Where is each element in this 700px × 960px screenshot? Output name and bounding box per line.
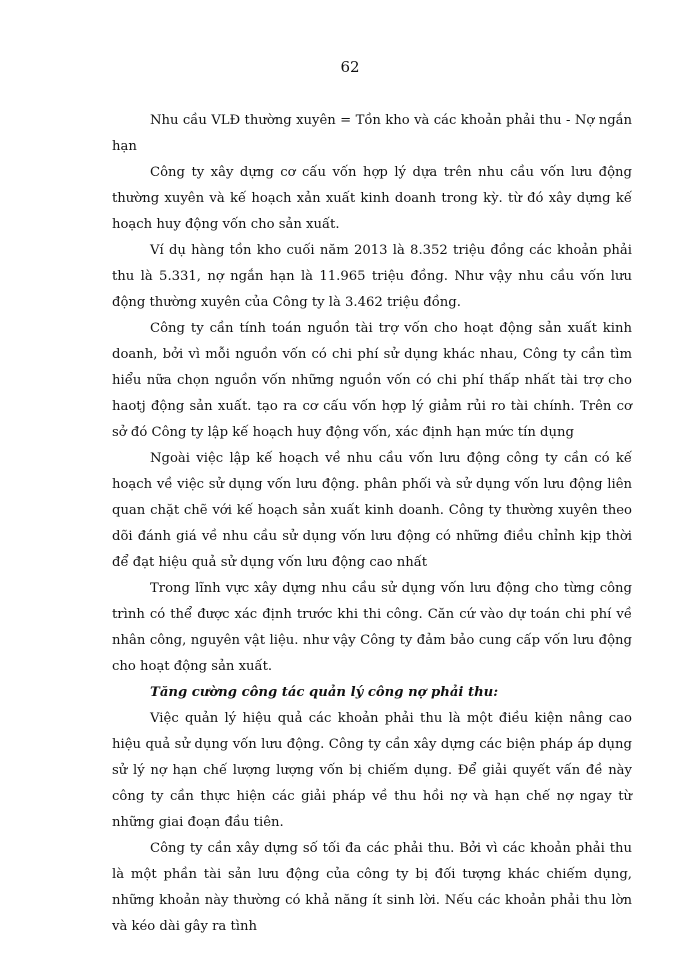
paragraph: Ngoài việc lập kế hoạch về nhu cầu vốn lưu động công ty cần có kế hoạch về việc sử dụng vốn lưu động. phân phối và sử dụng vốn lưu động liên quan chặt chẽ với kế hoạch sản xuất kinh doanh. Công ty thường xuyên theo dõi đánh giá về nhu cầu sử dụng vốn lưu động có những điều chỉnh kịp thời để đạt hiệu quả sử dụng vốn lưu động cao nhất	[112, 451, 632, 570]
paragraph: Công ty cần tính toán nguồn tài trợ vốn cho hoạt động sản xuất kinh doanh, bởi vì mỗi nguồn vốn có chi phí sử dụng khác nhau, Công ty cần tìm hiểu nữa chọn nguồn vốn những nguồn vốn có chi phí thấp nhất tài trợ cho haotj động sản xuất. tạo ra cơ cấu vốn hợp lý giảm rủi ro tài chính. Trên cơ sở đó Công ty lập kế hoạch huy động vốn, xác định hạn mức tín dụng	[112, 321, 632, 440]
paragraph: Ví dụ hàng tồn kho cuối năm 2013 là 8.352 triệu đồng các khoản phải thu là 5.331, nợ ngắn hạn là 11.965 triệu đồng. Như vậy nhu cầu vốn lưu động thường xuyên của Công ty là 3.462 triệu đồng.	[112, 243, 632, 310]
formula-paragraph: Nhu cầu VLĐ thường xuyên = Tồn kho và các khoản phải thu - Nợ ngắn hạn	[112, 113, 632, 154]
paragraph: Trong lĩnh vực xây dựng nhu cầu sử dụng vốn lưu động cho từng công trình có thể được xác định trước khi thi công. Căn cứ vào dự toán chi phí về nhân công, nguyên vật liệu. như vậy Công ty đảm bảo cung cấp vốn lưu động cho hoạt động sản xuất.	[112, 581, 632, 674]
page-number: 62	[340, 58, 360, 76]
paragraph: Công ty xây dựng cơ cấu vốn hợp lý dựa trên nhu cầu vốn lưu động thường xuyên và kế hoạch xản xuất kinh doanh trong kỳ. từ đó xây dựng kế hoạch huy động vốn cho sản xuất.	[112, 165, 632, 232]
page-body	[112, 108, 632, 940]
section-heading: Tăng cường công tác quản lý công nợ phải thu:	[150, 685, 499, 700]
paragraph: Việc quản lý hiệu quả các khoản phải thu là một điều kiện nâng cao hiệu quả sử dụng vốn lưu động. Công ty cần xây dựng các biện pháp áp dụng sử lý nợ hạn chế lượng lượng vốn bị chiếm dụng. Để giải quyết vấn đề này công ty cần thực hiện các giải pháp về thu hồi nợ và hạn chế nợ ngay từ những giai đoạn đầu tiên.	[112, 711, 632, 830]
paragraph: Công ty cần xây dựng số tối đa các phải thu. Bởi vì các khoản phải thu là một phần tài sản lưu động của công ty bị đối tượng khác chiếm dụng, những khoản này thường có khả năng ít sinh lời. Nếu các khoản phải thu lờn và kéo dài gây ra tình	[112, 841, 632, 934]
